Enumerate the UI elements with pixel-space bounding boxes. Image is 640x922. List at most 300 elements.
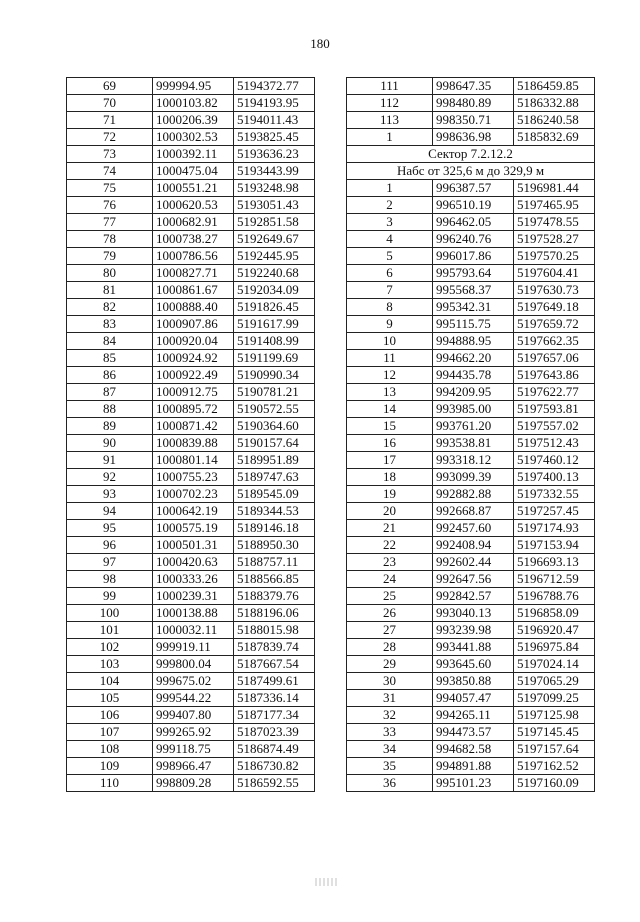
point-number: 79 xyxy=(67,248,153,265)
table-row xyxy=(347,520,595,537)
point-number: 92 xyxy=(67,469,153,486)
y-coordinate: 5197024.14 xyxy=(514,656,595,673)
point-number: 107 xyxy=(67,724,153,741)
point-number: 110 xyxy=(67,775,153,792)
point-number: 71 xyxy=(67,112,153,129)
y-coordinate: 5197099.25 xyxy=(514,690,595,707)
y-coordinate: 5194372.77 xyxy=(234,78,315,95)
point-number: 27 xyxy=(347,622,433,639)
table-row xyxy=(347,622,595,639)
y-coordinate: 5188379.76 xyxy=(234,588,315,605)
x-coordinate: 996387.57 xyxy=(433,180,514,197)
x-coordinate: 994888.95 xyxy=(433,333,514,350)
point-number: 12 xyxy=(347,367,433,384)
x-coordinate: 995793.64 xyxy=(433,265,514,282)
table-row xyxy=(347,469,595,486)
y-coordinate: 5188196.06 xyxy=(234,605,315,622)
y-coordinate: 5196858.09 xyxy=(514,605,595,622)
y-coordinate: 5193636.23 xyxy=(234,146,315,163)
point-number: 13 xyxy=(347,384,433,401)
x-coordinate: 1000138.88 xyxy=(153,605,234,622)
point-number: 30 xyxy=(347,673,433,690)
x-coordinate: 1000032.11 xyxy=(153,622,234,639)
y-coordinate: 5197465.95 xyxy=(514,197,595,214)
x-coordinate: 993318.12 xyxy=(433,452,514,469)
y-coordinate: 5197659.72 xyxy=(514,316,595,333)
y-coordinate: 5194011.43 xyxy=(234,112,315,129)
y-coordinate: 5191826.45 xyxy=(234,299,315,316)
point-number: 93 xyxy=(67,486,153,503)
x-coordinate: 1000620.53 xyxy=(153,197,234,214)
y-coordinate: 5186459.85 xyxy=(514,78,595,95)
point-number: 17 xyxy=(347,452,433,469)
x-coordinate: 1000801.14 xyxy=(153,452,234,469)
y-coordinate: 5197065.29 xyxy=(514,673,595,690)
y-coordinate: 5186874.49 xyxy=(234,741,315,758)
x-coordinate: 995101.23 xyxy=(433,775,514,792)
point-number: 11 xyxy=(347,350,433,367)
table-row xyxy=(347,605,595,622)
table-row xyxy=(67,146,315,163)
x-coordinate: 998966.47 xyxy=(153,758,234,775)
point-number: 18 xyxy=(347,469,433,486)
point-number: 98 xyxy=(67,571,153,588)
x-coordinate: 992668.87 xyxy=(433,503,514,520)
point-number: 82 xyxy=(67,299,153,316)
table-row xyxy=(67,197,315,214)
point-number: 73 xyxy=(67,146,153,163)
point-number: 95 xyxy=(67,520,153,537)
point-number: 103 xyxy=(67,656,153,673)
x-coordinate: 994662.20 xyxy=(433,350,514,367)
table-row xyxy=(67,554,315,571)
x-coordinate: 992647.56 xyxy=(433,571,514,588)
y-coordinate: 5188757.11 xyxy=(234,554,315,571)
point-number: 24 xyxy=(347,571,433,588)
x-coordinate: 998636.98 xyxy=(433,129,514,146)
table-row xyxy=(67,367,315,384)
point-number: 25 xyxy=(347,588,433,605)
x-coordinate: 1000420.63 xyxy=(153,554,234,571)
table-row xyxy=(67,673,315,690)
point-number: 77 xyxy=(67,214,153,231)
y-coordinate: 5197400.13 xyxy=(514,469,595,486)
y-coordinate: 5197528.27 xyxy=(514,231,595,248)
x-coordinate: 1000924.92 xyxy=(153,350,234,367)
point-number: 22 xyxy=(347,537,433,554)
table-row xyxy=(67,299,315,316)
x-coordinate: 993099.39 xyxy=(433,469,514,486)
x-coordinate: 1000103.82 xyxy=(153,95,234,112)
point-number: 85 xyxy=(67,350,153,367)
table-row xyxy=(67,333,315,350)
point-number: 104 xyxy=(67,673,153,690)
point-number: 106 xyxy=(67,707,153,724)
point-number: 69 xyxy=(67,78,153,95)
table-row xyxy=(347,486,595,503)
table-row xyxy=(347,78,595,95)
table-row xyxy=(347,129,595,146)
x-coordinate: 999800.04 xyxy=(153,656,234,673)
y-coordinate: 5194193.95 xyxy=(234,95,315,112)
point-number: 88 xyxy=(67,401,153,418)
y-coordinate: 5187499.61 xyxy=(234,673,315,690)
x-coordinate: 1000861.67 xyxy=(153,282,234,299)
table-row xyxy=(67,605,315,622)
table-row xyxy=(67,180,315,197)
sector-subtitle: Набс от 325,6 м до 329,9 м xyxy=(347,163,595,180)
x-coordinate: 1000333.26 xyxy=(153,571,234,588)
table-row xyxy=(67,588,315,605)
x-coordinate: 1000922.49 xyxy=(153,367,234,384)
y-coordinate: 5189344.53 xyxy=(234,503,315,520)
point-number: 20 xyxy=(347,503,433,520)
point-number: 7 xyxy=(347,282,433,299)
y-coordinate: 5197257.45 xyxy=(514,503,595,520)
table-row xyxy=(67,452,315,469)
table-row xyxy=(347,401,595,418)
table-row xyxy=(347,248,595,265)
scan-artifact xyxy=(315,878,337,886)
table-row xyxy=(347,435,595,452)
point-number: 99 xyxy=(67,588,153,605)
table-row xyxy=(347,95,595,112)
table-row xyxy=(67,639,315,656)
table-row xyxy=(347,333,595,350)
y-coordinate: 5187177.34 xyxy=(234,707,315,724)
table-row xyxy=(67,231,315,248)
point-number: 34 xyxy=(347,741,433,758)
point-number: 4 xyxy=(347,231,433,248)
point-number: 113 xyxy=(347,112,433,129)
table-row xyxy=(67,435,315,452)
table-row xyxy=(347,367,595,384)
table-row xyxy=(347,197,595,214)
x-coordinate: 992842.57 xyxy=(433,588,514,605)
y-coordinate: 5186592.55 xyxy=(234,775,315,792)
y-coordinate: 5185832.69 xyxy=(514,129,595,146)
point-number: 6 xyxy=(347,265,433,282)
point-number: 76 xyxy=(67,197,153,214)
table-row xyxy=(347,180,595,197)
x-coordinate: 1000907.86 xyxy=(153,316,234,333)
x-coordinate: 994057.47 xyxy=(433,690,514,707)
x-coordinate: 999265.92 xyxy=(153,724,234,741)
table-row xyxy=(347,588,595,605)
table-row xyxy=(67,622,315,639)
y-coordinate: 5197460.12 xyxy=(514,452,595,469)
y-coordinate: 5192649.67 xyxy=(234,231,315,248)
y-coordinate: 5188015.98 xyxy=(234,622,315,639)
x-coordinate: 992882.88 xyxy=(433,486,514,503)
point-number: 112 xyxy=(347,95,433,112)
y-coordinate: 5188950.30 xyxy=(234,537,315,554)
y-coordinate: 5187023.39 xyxy=(234,724,315,741)
x-coordinate: 998350.71 xyxy=(433,112,514,129)
table-row xyxy=(347,265,595,282)
table-row xyxy=(347,418,595,435)
y-coordinate: 5187667.54 xyxy=(234,656,315,673)
point-number: 78 xyxy=(67,231,153,248)
table-row xyxy=(67,350,315,367)
y-coordinate: 5190157.64 xyxy=(234,435,315,452)
point-number: 9 xyxy=(347,316,433,333)
table-row xyxy=(347,690,595,707)
x-coordinate: 993239.98 xyxy=(433,622,514,639)
point-number: 19 xyxy=(347,486,433,503)
x-coordinate: 995115.75 xyxy=(433,316,514,333)
point-number: 90 xyxy=(67,435,153,452)
x-coordinate: 1000827.71 xyxy=(153,265,234,282)
x-coordinate: 992408.94 xyxy=(433,537,514,554)
x-coordinate: 1000551.21 xyxy=(153,180,234,197)
y-coordinate: 5197162.52 xyxy=(514,758,595,775)
table-row xyxy=(347,656,595,673)
x-coordinate: 999407.80 xyxy=(153,707,234,724)
y-coordinate: 5197630.73 xyxy=(514,282,595,299)
table-row xyxy=(67,401,315,418)
point-number: 1 xyxy=(347,180,433,197)
table-row xyxy=(347,571,595,588)
point-number: 35 xyxy=(347,758,433,775)
y-coordinate: 5197145.45 xyxy=(514,724,595,741)
table-row xyxy=(67,690,315,707)
x-coordinate: 993538.81 xyxy=(433,435,514,452)
x-coordinate: 998809.28 xyxy=(153,775,234,792)
x-coordinate: 996240.76 xyxy=(433,231,514,248)
y-coordinate: 5197604.41 xyxy=(514,265,595,282)
table-row xyxy=(67,469,315,486)
y-coordinate: 5197174.93 xyxy=(514,520,595,537)
point-number: 15 xyxy=(347,418,433,435)
point-number: 8 xyxy=(347,299,433,316)
x-coordinate: 1000786.56 xyxy=(153,248,234,265)
y-coordinate: 5197657.06 xyxy=(514,350,595,367)
point-number: 96 xyxy=(67,537,153,554)
y-coordinate: 5193825.45 xyxy=(234,129,315,146)
table-row xyxy=(347,452,595,469)
x-coordinate: 996017.86 xyxy=(433,248,514,265)
point-number: 86 xyxy=(67,367,153,384)
point-number: 5 xyxy=(347,248,433,265)
table-row xyxy=(347,724,595,741)
x-coordinate: 995568.37 xyxy=(433,282,514,299)
x-coordinate: 1000871.42 xyxy=(153,418,234,435)
x-coordinate: 1000575.19 xyxy=(153,520,234,537)
point-number: 23 xyxy=(347,554,433,571)
point-number: 80 xyxy=(67,265,153,282)
x-coordinate: 996462.05 xyxy=(433,214,514,231)
y-coordinate: 5196975.84 xyxy=(514,639,595,656)
table-row xyxy=(67,571,315,588)
y-coordinate: 5192851.58 xyxy=(234,214,315,231)
point-number: 94 xyxy=(67,503,153,520)
table-row xyxy=(347,758,595,775)
y-coordinate: 5197622.77 xyxy=(514,384,595,401)
x-coordinate: 994265.11 xyxy=(433,707,514,724)
point-number: 84 xyxy=(67,333,153,350)
y-coordinate: 5186332.88 xyxy=(514,95,595,112)
table-row xyxy=(67,520,315,537)
sector-title: Сектор 7.2.12.2 xyxy=(347,146,595,163)
y-coordinate: 5197649.18 xyxy=(514,299,595,316)
point-number: 111 xyxy=(347,78,433,95)
x-coordinate: 999675.02 xyxy=(153,673,234,690)
table-row xyxy=(347,707,595,724)
table-row xyxy=(67,537,315,554)
x-coordinate: 1000839.88 xyxy=(153,435,234,452)
point-number: 105 xyxy=(67,690,153,707)
x-coordinate: 1000738.27 xyxy=(153,231,234,248)
table-row xyxy=(67,384,315,401)
y-coordinate: 5193443.99 xyxy=(234,163,315,180)
table-row xyxy=(347,350,595,367)
page-number: 180 xyxy=(310,36,330,51)
point-number: 102 xyxy=(67,639,153,656)
y-coordinate: 5197157.64 xyxy=(514,741,595,758)
table-row xyxy=(67,316,315,333)
x-coordinate: 992457.60 xyxy=(433,520,514,537)
point-number: 3 xyxy=(347,214,433,231)
x-coordinate: 999544.22 xyxy=(153,690,234,707)
point-number: 36 xyxy=(347,775,433,792)
x-coordinate: 999919.11 xyxy=(153,639,234,656)
table-row xyxy=(67,707,315,724)
point-number: 74 xyxy=(67,163,153,180)
y-coordinate: 5193248.98 xyxy=(234,180,315,197)
point-number: 70 xyxy=(67,95,153,112)
point-number: 83 xyxy=(67,316,153,333)
x-coordinate: 994473.57 xyxy=(433,724,514,741)
y-coordinate: 5189545.09 xyxy=(234,486,315,503)
y-coordinate: 5197570.25 xyxy=(514,248,595,265)
y-coordinate: 5191617.99 xyxy=(234,316,315,333)
point-number: 75 xyxy=(67,180,153,197)
y-coordinate: 5192445.95 xyxy=(234,248,315,265)
y-coordinate: 5197332.55 xyxy=(514,486,595,503)
table-row xyxy=(67,503,315,520)
table-row xyxy=(67,741,315,758)
y-coordinate: 5197557.02 xyxy=(514,418,595,435)
x-coordinate: 1000912.75 xyxy=(153,384,234,401)
table-row xyxy=(347,299,595,316)
x-coordinate: 1000642.19 xyxy=(153,503,234,520)
table-row xyxy=(67,724,315,741)
coordinates-table-right xyxy=(346,77,595,792)
y-coordinate: 5196788.76 xyxy=(514,588,595,605)
y-coordinate: 5190364.60 xyxy=(234,418,315,435)
point-number: 26 xyxy=(347,605,433,622)
x-coordinate: 1000302.53 xyxy=(153,129,234,146)
table-row xyxy=(347,537,595,554)
x-coordinate: 999994.95 xyxy=(153,78,234,95)
x-coordinate: 998647.35 xyxy=(433,78,514,95)
table-row xyxy=(347,503,595,520)
point-number: 16 xyxy=(347,435,433,452)
y-coordinate: 5192240.68 xyxy=(234,265,315,282)
table-row xyxy=(67,775,315,792)
y-coordinate: 5193051.43 xyxy=(234,197,315,214)
x-coordinate: 1000888.40 xyxy=(153,299,234,316)
point-number: 2 xyxy=(347,197,433,214)
sector-title-row xyxy=(347,146,595,163)
table-row xyxy=(67,486,315,503)
x-coordinate: 1000702.23 xyxy=(153,486,234,503)
x-coordinate: 1000895.72 xyxy=(153,401,234,418)
table-row xyxy=(347,554,595,571)
point-number: 81 xyxy=(67,282,153,299)
table-row xyxy=(67,248,315,265)
x-coordinate: 999118.75 xyxy=(153,741,234,758)
table-row xyxy=(67,78,315,95)
point-number: 33 xyxy=(347,724,433,741)
table-row xyxy=(347,316,595,333)
x-coordinate: 998480.89 xyxy=(433,95,514,112)
point-number: 108 xyxy=(67,741,153,758)
x-coordinate: 994891.88 xyxy=(433,758,514,775)
y-coordinate: 5197160.09 xyxy=(514,775,595,792)
point-number: 87 xyxy=(67,384,153,401)
x-coordinate: 1000682.91 xyxy=(153,214,234,231)
table-row xyxy=(67,112,315,129)
x-coordinate: 993850.88 xyxy=(433,673,514,690)
y-coordinate: 5197593.81 xyxy=(514,401,595,418)
table-row xyxy=(67,265,315,282)
point-number: 14 xyxy=(347,401,433,418)
table-row xyxy=(347,214,595,231)
table-row xyxy=(347,673,595,690)
table-row xyxy=(347,384,595,401)
table-row xyxy=(67,758,315,775)
x-coordinate: 1000920.04 xyxy=(153,333,234,350)
table-row xyxy=(347,741,595,758)
x-coordinate: 1000475.04 xyxy=(153,163,234,180)
y-coordinate: 5189951.89 xyxy=(234,452,315,469)
point-number: 89 xyxy=(67,418,153,435)
table-row xyxy=(347,639,595,656)
x-coordinate: 994682.58 xyxy=(433,741,514,758)
x-coordinate: 1000501.31 xyxy=(153,537,234,554)
table-row xyxy=(67,95,315,112)
x-coordinate: 996510.19 xyxy=(433,197,514,214)
point-number: 32 xyxy=(347,707,433,724)
x-coordinate: 995342.31 xyxy=(433,299,514,316)
point-number: 1 xyxy=(347,129,433,146)
table-row xyxy=(67,418,315,435)
x-coordinate: 1000755.23 xyxy=(153,469,234,486)
point-number: 109 xyxy=(67,758,153,775)
x-coordinate: 993040.13 xyxy=(433,605,514,622)
y-coordinate: 5196920.47 xyxy=(514,622,595,639)
y-coordinate: 5197125.98 xyxy=(514,707,595,724)
x-coordinate: 993441.88 xyxy=(433,639,514,656)
x-coordinate: 1000392.11 xyxy=(153,146,234,163)
y-coordinate: 5197512.43 xyxy=(514,435,595,452)
x-coordinate: 994209.95 xyxy=(433,384,514,401)
y-coordinate: 5197662.35 xyxy=(514,333,595,350)
coordinates-table-left xyxy=(66,77,315,792)
table-row xyxy=(67,656,315,673)
table-row xyxy=(347,282,595,299)
table-row xyxy=(347,112,595,129)
y-coordinate: 5191408.99 xyxy=(234,333,315,350)
point-number: 21 xyxy=(347,520,433,537)
y-coordinate: 5196693.13 xyxy=(514,554,595,571)
y-coordinate: 5188566.85 xyxy=(234,571,315,588)
point-number: 91 xyxy=(67,452,153,469)
y-coordinate: 5190781.21 xyxy=(234,384,315,401)
x-coordinate: 993645.60 xyxy=(433,656,514,673)
